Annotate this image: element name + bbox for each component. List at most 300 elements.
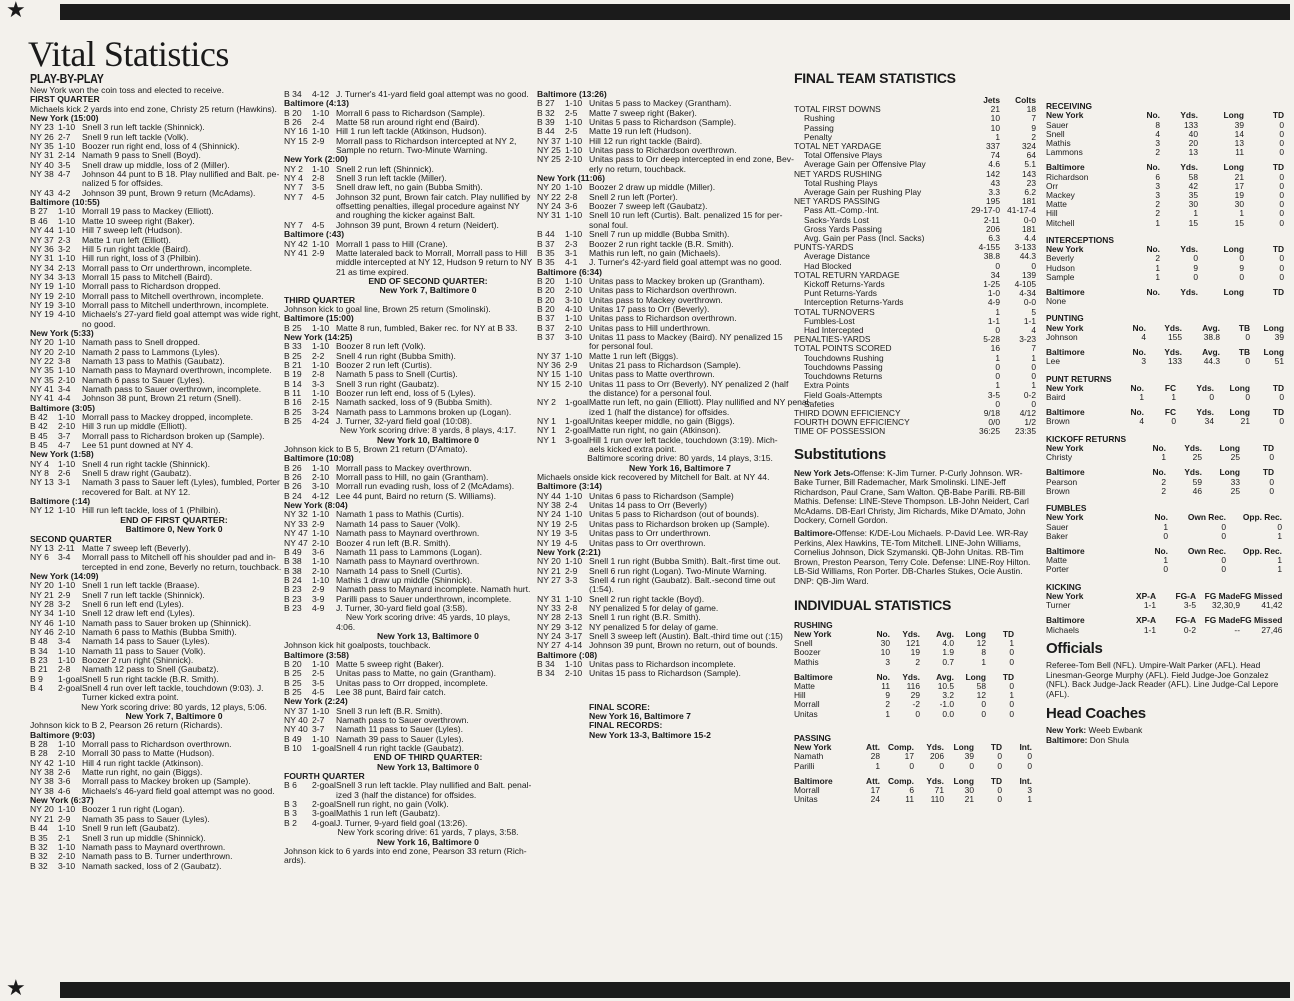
stat-jets: 0 (995, 361, 1000, 372)
player-row (1046, 333, 1284, 342)
play-down: 1-10 (565, 275, 583, 286)
play-spot: NY 20 (30, 346, 54, 357)
stat-colts: 0-0 (1023, 297, 1036, 308)
narrative-line: Johnson kick to goal line, Brown 25 return (Smolinski). (284, 303, 491, 314)
stat-colts: 1/2 (1024, 417, 1036, 428)
play-spot: NY 46 (30, 617, 54, 628)
play-down: 3-4 (58, 384, 71, 394)
passing-table (794, 777, 1032, 805)
team-name: New York (1046, 110, 1084, 121)
stat-colts: 181 (1022, 223, 1036, 234)
stat-value: 0 (1279, 253, 1284, 264)
fumbles-table (1046, 513, 1282, 541)
stat-value: 1 (1277, 530, 1282, 541)
play-spot: NY 32 (284, 509, 308, 520)
drive-header: FOURTH QUARTER (284, 771, 365, 782)
play-spot: NY 41 (30, 384, 54, 394)
stat-value: 0 (1009, 647, 1014, 658)
play-desc: Lee 44 punt, Baird no return (S. Williams). (336, 490, 497, 501)
column-header: Yds. (902, 671, 920, 682)
play-down: 2-9 (58, 589, 71, 600)
play-spot: NY 19 (30, 309, 54, 320)
stat-value: 30 (880, 638, 890, 649)
play-desc: Unitas pass to Mackey overthrown. (589, 294, 723, 305)
stat-label: Punt Returns-Yards (804, 288, 877, 299)
stat-value: 0 (1009, 699, 1014, 710)
column-header: FG-A (1175, 615, 1196, 626)
play-continuation: recovered for Balt. at NY 12. (82, 486, 191, 497)
drive-header: Baltimore (6:34) (537, 266, 602, 277)
play-down: 1-10 (58, 458, 76, 469)
column-header: No. (876, 628, 890, 639)
play-desc: Snell 4 run right tackle (Shinnick). (82, 458, 211, 469)
play-desc: J. Turner's 41-yard field goal attempt was no good. (336, 89, 529, 99)
stat-value: 25 (1192, 452, 1202, 463)
play-spot: NY 15 (284, 135, 308, 146)
stat-label: Average Gain per Offensive Play (804, 159, 926, 170)
stat-value: 0 (981, 699, 986, 710)
play-spot: B 21 (284, 359, 302, 370)
stat-value: 0 (1279, 208, 1284, 219)
play-spot: B 35 (537, 247, 555, 258)
play-spot: B 44 (537, 229, 555, 240)
substitutions-title: Substitutions (794, 445, 886, 463)
play-desc: Snell 10 run left (Curtis). Balt. penalized 15 for per- (589, 210, 783, 221)
play-desc: Unitas 17 pass to Orr (Beverly). (589, 303, 710, 314)
play-down: 1-10 (58, 757, 76, 768)
stat-colts: 4 (1031, 325, 1036, 336)
stat-value: 0 (1027, 760, 1032, 771)
column-header: No. (1132, 347, 1146, 358)
play-down: 3-5 (565, 528, 578, 539)
player-name: Johnson (1046, 331, 1078, 342)
play-down: 2-9 (565, 565, 578, 576)
stat-value: 21 (1240, 416, 1250, 427)
stat-value: 12 (976, 690, 986, 701)
play-desc: Snell 5 run right tackle (B.R. Smith). (82, 673, 219, 684)
stat-value: 1 (875, 760, 880, 771)
stat-value: 0 (939, 760, 944, 771)
stat-colts: 181 (1022, 196, 1036, 207)
play-spot: NY 38 (537, 500, 561, 511)
stat-value: 1 (1139, 392, 1144, 403)
play-spot: NY 29 (537, 621, 561, 632)
player-row (1046, 173, 1284, 182)
play-down: 2-5 (565, 107, 578, 118)
score-summary: New York 16, Baltimore 0 (377, 836, 479, 847)
stat-value: 59 (1192, 476, 1202, 487)
play-desc: Namath pass to Maynard overthrown. (336, 556, 480, 567)
player-row (1046, 182, 1284, 191)
play-desc: Snell 3 run left tackle. Play nullified and Balt. penal- (336, 780, 532, 791)
play-spot: NY 27 (537, 574, 561, 585)
stat-value: 3 (1155, 180, 1160, 191)
stat-label: Field Goals-Attempts (804, 389, 883, 400)
player-name: Baird (1046, 392, 1066, 403)
play-spot: NY 34 (30, 271, 54, 282)
play-down: 1-10 (565, 135, 583, 146)
column-header: TB (1238, 347, 1250, 358)
play-spot: NY 21 (30, 813, 54, 824)
scoring-drive: New York scoring drive: 80 yards, 12 plays, 5:06. (81, 701, 267, 712)
stat-value: 4 (1155, 128, 1160, 139)
play-desc: Morrall 30 pass to Matte (Hudson). (82, 748, 215, 759)
play-desc: Unitas 5 pass to Mackey (Grantham). (589, 98, 732, 109)
column-header: No. (1146, 162, 1160, 173)
play-spot: B 24 (284, 574, 302, 585)
play-down: 2-8 (565, 191, 578, 202)
play-down: 2-goal (58, 683, 82, 693)
stat-colts: 9 (1031, 122, 1036, 133)
play-down: 4-12 (312, 490, 330, 501)
stat-value: 17 (1234, 180, 1244, 191)
play-by-play-column-2 (284, 90, 532, 866)
play-desc: Namath 11 pass to Lammons (Logan). (336, 546, 483, 557)
play-down: 3-goal (312, 808, 336, 819)
play-desc: Namath 12 pass to Snell (Gaubatz). (82, 664, 219, 675)
play-spot: NY 31 (30, 150, 54, 161)
column-header: Long (1219, 443, 1240, 453)
stat-colts: 1 (1031, 352, 1036, 363)
stat-value: 0 (1279, 137, 1284, 148)
play-desc: Unitas pass to Matte overthrown. (589, 369, 715, 380)
play-spot: NY 19 (30, 299, 54, 310)
score-summary: END OF THIRD QUARTER: (373, 752, 483, 763)
play-spot: B 11 (284, 388, 302, 398)
narrative-line: ards). (284, 855, 306, 866)
play-spot: NY 2 (284, 163, 303, 174)
stat-value: 0 (997, 751, 1002, 762)
player-name: Mackey (1046, 189, 1075, 200)
play-desc: NY penalized 5 for delay of game. (589, 621, 719, 632)
play-down: 2-10 (312, 472, 330, 483)
play-spot: NY 38 (30, 169, 54, 180)
play-spot: B 20 (537, 275, 555, 286)
play-down: 3-3 (565, 574, 578, 585)
officials-title: Officials (1046, 639, 1103, 657)
column-header: Avg. (1202, 347, 1220, 358)
kickoff-returns-title: KICKOFF RETURNS (1046, 433, 1127, 444)
stat-value: 0 (1269, 452, 1274, 463)
play-spot: B 4 (30, 683, 43, 693)
drive-header: Baltimore (10:08) (284, 453, 354, 464)
play-spot: NY 26 (30, 131, 54, 142)
play-down: 4-7 (58, 440, 71, 451)
subs-bal-label: Baltimore- (794, 528, 836, 539)
column-header: Att. (866, 742, 880, 753)
stat-value: 1 (1155, 271, 1160, 282)
stat-label: Total Offensive Plays (804, 150, 883, 161)
play-spot: NY 21 (30, 589, 54, 600)
play-down: 1-10 (312, 705, 330, 716)
stat-label: Avg. Gain per Pass (Incl. Sacks) (804, 233, 925, 244)
column-header: TD (1002, 671, 1014, 682)
play-desc: Namath pass to Sauer overthrown, incomplete. (82, 384, 262, 394)
stat-value: 2 (1155, 147, 1160, 158)
column-header: TD (1002, 628, 1014, 639)
play-desc: Parilli pass to Sauer underthrown, incomplete. (336, 593, 512, 604)
stat-value: 2 (1155, 208, 1160, 219)
play-desc: Morrall pass to Richardson dropped. (82, 281, 221, 292)
play-down: 3-24 (312, 406, 330, 417)
stat-value: 116 (906, 681, 920, 691)
player-row (794, 762, 1032, 771)
play-down: 2-5 (312, 668, 325, 679)
play-desc: J. Turner, 32-yard field goal (10:08). (336, 416, 473, 427)
play-desc: Unitas pass to Matte, no gain (Grantham). (336, 668, 497, 679)
player-name: Turner (1046, 600, 1071, 611)
stat-value: 0 (1279, 119, 1284, 130)
stat-value: 58 (976, 681, 986, 691)
drive-header: New York (2:00) (284, 154, 348, 165)
player-name: Snell (1046, 128, 1065, 139)
play-desc: Namath 35 pass to Sauer (Lyles). (82, 813, 210, 824)
stat-label: Safeties (804, 398, 835, 409)
play-down: 3-6 (565, 201, 578, 212)
play-down: 1-10 (58, 281, 76, 292)
play-spot: B 25 (284, 668, 302, 679)
play-down: 1-10 (58, 225, 76, 236)
play-desc: Matte 7 sweep left (Beverly). (82, 542, 191, 553)
play-spot: B 42 (30, 421, 48, 432)
stat-jets: 0 (995, 325, 1000, 336)
play-spot: B 39 (537, 117, 555, 128)
drive-header: New York (14:25) (284, 331, 353, 342)
play-desc: Snell 3 run left tackle (Miller). (336, 173, 447, 184)
player-row (1046, 121, 1284, 130)
play-spot: B 34 (537, 658, 555, 669)
play-desc: Unitas 6 pass to Richardson (Sample) (589, 490, 734, 501)
play-spot: B 35 (30, 832, 48, 843)
stat-colts: 143 (1022, 168, 1036, 179)
play-desc: Namath 11 pass to Sauer (Lyles). (336, 724, 464, 735)
punt-returns-table (1046, 408, 1284, 426)
play-spot: NY 35 (30, 365, 54, 376)
play-down: 2-10 (58, 290, 76, 301)
stat-value: 0 (969, 760, 974, 771)
play-spot: NY 20 (30, 337, 54, 348)
play-spot: NY 13 (30, 542, 54, 553)
play-by-play-column-1 (30, 71, 282, 871)
stat-value: 27,46 (1261, 624, 1283, 635)
punt-returns-section (1046, 375, 1286, 427)
stat-jets: 0/0 (988, 417, 1000, 428)
stat-jets: 74 (990, 150, 1000, 161)
stat-value: 0 (1279, 147, 1284, 158)
stat-colts: 7 (1031, 343, 1036, 354)
play-desc: Johnson 39 punt, Brown 4 return (Neidert). (336, 219, 499, 230)
play-down: 1-goal (312, 743, 336, 754)
play-desc: Lee 51 punt downed at NY 4. (82, 440, 194, 451)
play-desc: Hill run left tackle, loss of 1 (Philbin). (82, 505, 221, 516)
play-desc: Hill 7 sweep left (Hudson). (82, 225, 183, 236)
play-desc: Morrall run evading rush, loss of 2 (McAdams). (336, 481, 515, 492)
player-name: Pearson (1046, 476, 1078, 487)
stat-value: 1 (885, 708, 890, 719)
drive-header: New York (2:24) (284, 696, 348, 707)
play-desc: Namath sacked, loss of 2 (Gaubatz). (82, 860, 222, 871)
stat-value: 0 (1239, 253, 1244, 264)
play-down: 1-10 (312, 107, 330, 118)
play-down: 3-10 (58, 860, 76, 871)
column-header: XP-A (1135, 590, 1156, 601)
player-name: Matte (794, 681, 815, 691)
play-down: 4-12 (312, 89, 330, 99)
play-desc: Unitas pass to Richardson incomplete. (589, 658, 736, 669)
play-down: 1-10 (312, 733, 330, 744)
stat-value: 30 (1234, 199, 1244, 210)
play-spot: NY 36 (30, 243, 54, 254)
play-spot: NY 31 (537, 593, 561, 604)
play-desc: Snell 4 run right (Bubba Smith). (336, 350, 456, 361)
stat-jets: 195 (986, 196, 1000, 207)
play-row (537, 576, 783, 585)
stat-label: Total Rushing Plays (804, 177, 878, 188)
play-down: 2-8 (312, 369, 325, 380)
stat-value: 15 (1188, 217, 1198, 228)
column-header: No. (1152, 443, 1166, 453)
play-desc: Matte lateraled back to Morrall, Morrall pass to Hill (336, 247, 528, 258)
play-down: 2-10 (58, 851, 76, 862)
stat-value: 46 (1192, 485, 1202, 496)
play-down: 4-7 (58, 169, 71, 180)
play-spot: B 42 (30, 412, 48, 423)
play-desc: Namath 1 pass to Mathis (Curtis). (336, 509, 464, 520)
play-spot: B 3 (284, 799, 297, 810)
player-name: Namath (794, 751, 824, 762)
play-desc: Snell 6 run left end (Lyles). (82, 598, 184, 609)
play-desc: Hill run right, loss of 3 (Philbin). (82, 253, 201, 264)
team-name: Baltimore (1046, 407, 1085, 418)
stat-label: Had Blocked (804, 260, 852, 271)
play-spot: B 27 (30, 206, 48, 217)
play-down: 2-9 (312, 247, 325, 258)
play-spot: B 45 (30, 430, 48, 441)
stat-value: 0 (1279, 180, 1284, 191)
play-spot: NY 16 (284, 126, 308, 137)
bottom-band (0, 978, 1294, 1000)
play-down: 2-8 (565, 602, 578, 613)
play-down: 4-10 (565, 303, 583, 314)
stat-label: Average Distance (804, 251, 870, 262)
column-header: Int. (1019, 742, 1032, 753)
play-spot: NY 4 (284, 173, 303, 184)
play-desc: Morrall pass to Orr underthrown, incomplete. (82, 262, 253, 273)
stat-jets: 4.6 (988, 159, 1000, 170)
stat-value: 3.2 (942, 690, 954, 701)
play-desc: Snell 2 run left (Shinnick). (336, 163, 434, 174)
fumbles-section (1046, 504, 1286, 575)
play-spot: B 25 (284, 406, 302, 417)
player-row (1046, 148, 1284, 157)
play-down: 1-10 (58, 365, 76, 376)
play-down: 2-3 (58, 234, 71, 245)
play-down: 2-10 (312, 565, 330, 576)
stat-value: 206 (930, 751, 944, 762)
stat-value: 24 (870, 794, 880, 805)
drive-header: Baltimore (13:26) (537, 89, 607, 99)
player-row (1046, 209, 1284, 218)
stat-value: 133 (1184, 119, 1198, 130)
column-header: No. (1132, 322, 1146, 333)
play-down: 2-6 (58, 468, 71, 479)
play-spot: B 32 (30, 841, 48, 852)
stat-label: Sacks-Yards Lost (804, 214, 870, 225)
stat-value: 42 (1188, 180, 1198, 191)
stat-value: 0 (1163, 530, 1168, 541)
play-down: 2-goal (312, 799, 336, 810)
play-desc: Morrall 6 pass to Richardson (Sample). (336, 107, 486, 118)
column-header: TB (1238, 322, 1250, 333)
play-down: 2-13 (565, 612, 583, 623)
stat-value: 11 (905, 794, 914, 805)
player-name: Unitas (794, 708, 818, 719)
play-down: 2-goal (312, 780, 336, 791)
stat-value: 0 (1221, 555, 1226, 566)
stat-label: Touchdowns Returns (804, 371, 883, 382)
play-desc: Boozer 2 draw up middle (Miller). (589, 182, 716, 193)
stat-value: -- (1234, 624, 1240, 635)
play-desc: Snell 4 run over left tackle, touchdown (9:03). J. (82, 683, 264, 693)
play-down: 1-10 (58, 505, 76, 516)
stat-value: 0.0 (942, 708, 954, 719)
play-down: 3-8 (58, 355, 71, 366)
drive-header: New York (2:21) (537, 546, 601, 557)
play-spot: B 14 (284, 378, 302, 389)
column-header: No. (1154, 545, 1168, 556)
stat-value: 0 (1221, 530, 1226, 541)
stat-value: 2 (1155, 199, 1160, 210)
stat-value: 1 (1277, 555, 1282, 566)
play-down: 3-6 (58, 776, 71, 787)
play-down: 1-10 (312, 658, 330, 669)
stat-value (1244, 297, 1284, 306)
play-continuation: nalized 5 for offsides. (82, 178, 164, 189)
play-down: 3-1 (565, 247, 578, 258)
play-spot: NY 33 (537, 602, 561, 613)
play-down: 1-10 (58, 337, 76, 348)
stat-value: 13 (1188, 147, 1198, 158)
play-spot: B 21 (30, 664, 48, 675)
player-row (1046, 417, 1284, 426)
stat-colts: 64 (1026, 150, 1036, 161)
play-spot: B 6 (284, 780, 297, 791)
play-desc: Snell 3 run up middle (Shinnick). (82, 832, 206, 843)
stat-value: 17 (870, 784, 880, 795)
player-name: Hill (794, 690, 806, 701)
player-row (1046, 626, 1282, 635)
stat-label: PENALTIES-YARDS (794, 334, 871, 345)
play-desc: Morrall pass to Mitchell off his shoulder pad and in- (82, 552, 276, 563)
play-spot: NY 25 (537, 154, 561, 165)
stat-value: 15 (1234, 217, 1244, 228)
play-desc: Michaels's 46-yard field goal attempt was no good. (82, 785, 275, 796)
stat-value: 11 (881, 681, 890, 691)
stat-header-row (1046, 288, 1284, 297)
passing-section (794, 734, 1036, 805)
play-desc: Johnson 44 punt to B 18. Play nullified and Balt. pe- (82, 169, 280, 180)
stat-value: 3 (885, 656, 890, 667)
play-spot: NY 22 (537, 191, 561, 202)
play-down: 1-10 (312, 163, 330, 174)
column-header: FG-A (1175, 590, 1196, 601)
stat-value: 0 (1279, 189, 1284, 200)
drive-header: Baltimore (9:03) (30, 729, 95, 740)
play-down: 1-10 (565, 509, 583, 520)
column-header: Avg. (936, 671, 954, 682)
star-icon: ★ (6, 976, 26, 1001)
stat-value: 19 (1234, 189, 1244, 200)
